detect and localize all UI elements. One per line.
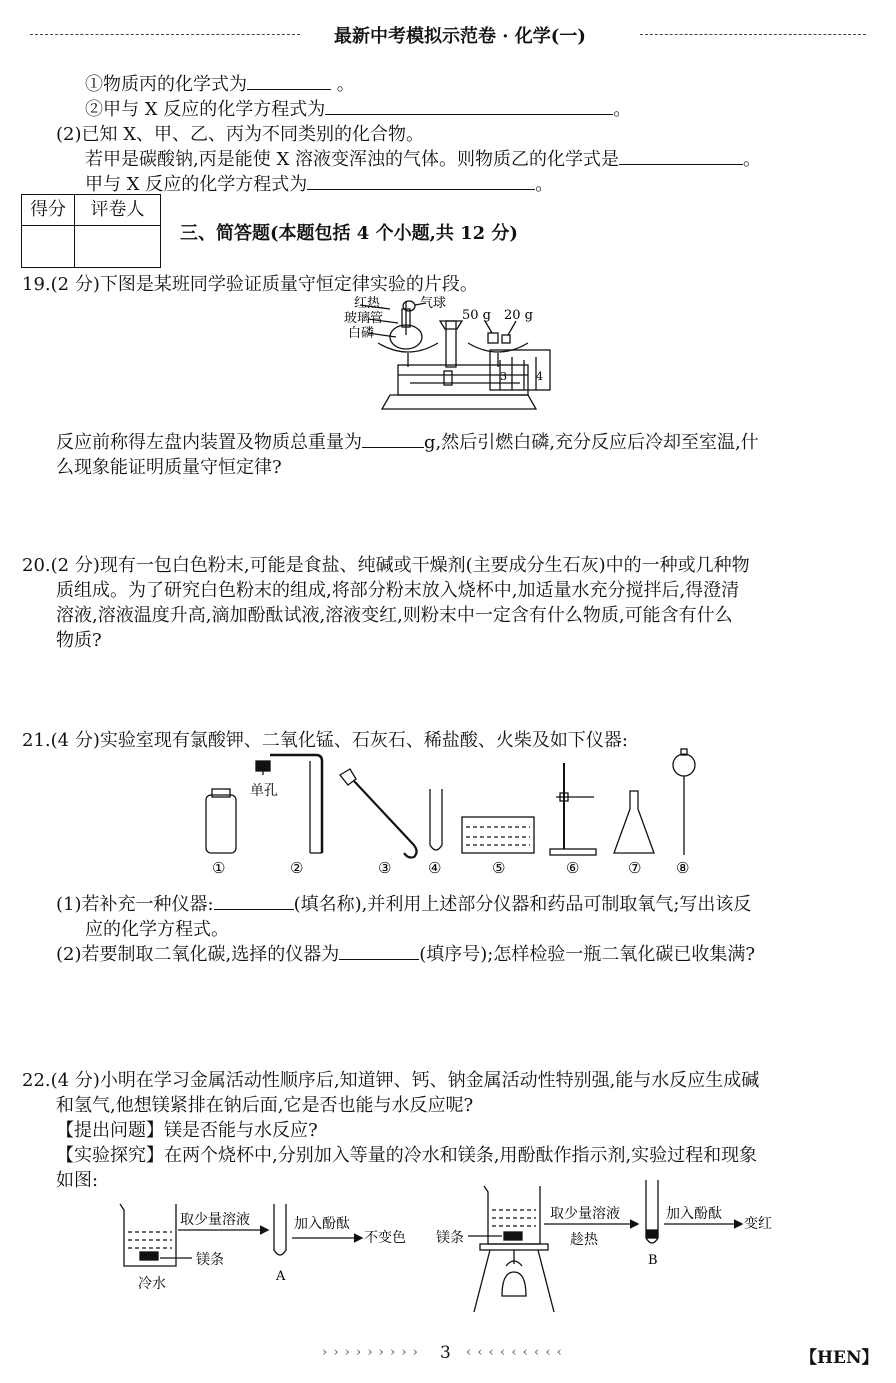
score-box — [21, 194, 161, 268]
label-take-solution-b: 取少量溶液 — [550, 1206, 620, 1222]
q19-line1 — [56, 428, 759, 454]
grader-label: 评卷人 — [75, 195, 160, 226]
balance-figure — [340, 295, 560, 415]
q21-p2-text: (2)若要制取二氧化碳,选择的仪器为 — [56, 944, 340, 965]
gas-bottle — [206, 795, 236, 853]
q20-line2: 质组成。为了研究白色粉末的组成,将部分粉末放入烧杯中,加适量水充分搅拌后,得澄清 — [56, 580, 740, 601]
page-footer — [0, 1343, 896, 1368]
label-balloon: 气球 — [420, 296, 447, 311]
q21-stem: 21.(4 分)实验室现有氯酸钾、二氧化锰、石灰石、稀盐酸、火柴及如下仪器: — [22, 730, 628, 751]
answer-blank[interactable] — [619, 148, 743, 165]
balance-base — [382, 395, 536, 409]
q19-l1-rest: g,然后引燃白磷,充分反应后冷却至室温,什 — [424, 432, 759, 453]
label-magnesium-a: 镁条 — [196, 1252, 224, 1268]
q18-l4-text: 若甲是碳酸钠,丙是能使 X 溶液变浑浊的气体。则物质乙的化学式是 — [85, 149, 619, 170]
num-3: ③ — [378, 859, 392, 877]
num-5: ⑤ — [492, 859, 506, 877]
header-rule-left — [30, 34, 300, 35]
num-4: ④ — [428, 859, 442, 877]
q18-line4 — [85, 145, 761, 171]
num-2: ② — [290, 859, 304, 877]
q22-experiment: 【实验探究】在两个烧杯中,分别加入等量的冷水和镁条,用酚酞作指示剂,实验过程和现象 — [56, 1145, 758, 1166]
apparatus-figure — [190, 745, 710, 880]
label-glass-tube: 玻璃管 — [344, 311, 384, 326]
q21-part2 — [56, 940, 755, 966]
weight-20g — [502, 335, 510, 343]
label-no-change: 不变色 — [364, 1230, 406, 1246]
water-trough — [462, 817, 534, 853]
label-magnesium-b: 镁条 — [436, 1230, 464, 1246]
q19-stem: 19.(2 分)下图是某班同学验证质量守恒定律实验的片段。 — [22, 274, 478, 295]
footer-arrows-right: ‹ ‹ ‹ ‹ ‹ ‹ ‹ ‹ ‹ — [466, 1345, 563, 1360]
weight-50g — [488, 333, 498, 343]
q18-l5-end: 。 — [535, 174, 554, 195]
test-tube — [430, 789, 442, 850]
q21-p1-rest: (填名称),并利用上述部分仪器和药品可制取氧气;写出该反 — [293, 894, 752, 915]
q22-line1: 22.(4 分)小明在学习金属活动性顺序后,知道钾、钙、钠金属活动性特别强,能与水反应生成碱 — [22, 1070, 760, 1091]
ruler-tick-4: 4 — [536, 370, 543, 383]
score-label: 得分 — [22, 195, 75, 226]
q18-l1-end: 。 — [336, 74, 355, 95]
separatory-funnel — [673, 754, 695, 776]
q18-line3: (2)已知 X、甲、乙、丙为不同类别的化合物。 — [56, 124, 425, 145]
q19-l1-text: 反应前称得左盘内装置及物质总重量为 — [56, 432, 362, 453]
q22-line2: 和氢气,他想镁紧排在钠后面,它是否也能与水反应呢? — [56, 1095, 474, 1116]
q18-line5 — [85, 170, 553, 196]
test-tube-a — [274, 1204, 286, 1255]
label-50g: 50 g — [462, 308, 491, 323]
q21-part1-line1 — [56, 890, 751, 916]
left-pan — [378, 343, 438, 352]
rubber-stopper-3 — [340, 769, 356, 785]
num-6: ⑥ — [566, 859, 580, 877]
label-red-hot: 红热 — [354, 296, 381, 311]
q18-l5-text: 甲与 X 反应的化学方程式为 — [85, 174, 308, 195]
long-tube — [270, 755, 322, 853]
num-7: ⑦ — [628, 859, 642, 877]
gauze — [480, 1244, 548, 1250]
q22-line5: 如图: — [56, 1170, 99, 1191]
label-tube-b: B — [648, 1253, 658, 1268]
q20-line3: 溶液,溶液温度升高,滴加酚酞试液,溶液变红,则粉末中一定含有什么物质,可能含有什么 — [56, 605, 733, 626]
q21-p1-text: (1)若补充一种仪器: — [56, 894, 214, 915]
section-title: 三、简答题(本题包括 4 个小题,共 12 分) — [180, 223, 518, 244]
num-8: ⑧ — [676, 859, 690, 877]
q21-p2-rest: (填序号);怎样检验一瓶二氧化碳已收集满? — [419, 944, 755, 965]
label-single-hole: 单孔 — [250, 783, 278, 799]
footer-arrows-left: › › › › › › › › › — [322, 1345, 419, 1360]
q18-l2-text: ②甲与 X 反应的化学方程式为 — [85, 99, 326, 120]
bent-tube — [354, 781, 417, 858]
label-add-phenolphthalein-a: 加入酚酞 — [294, 1216, 350, 1232]
q18-l1-text: ①物质丙的化学式为 — [85, 74, 247, 95]
q21-part1-line2: 应的化学方程式。 — [85, 919, 229, 940]
answer-blank[interactable] — [339, 943, 419, 960]
label-20g: 20 g — [504, 308, 533, 323]
answer-blank[interactable] — [214, 893, 294, 910]
answer-blank[interactable] — [247, 73, 331, 90]
q20-line1: 20.(2 分)现有一包白色粉末,可能是食盐、纯碱或干燥剂(主要成分生石灰)中的一种或几种物 — [22, 555, 750, 576]
score-cell[interactable] — [22, 226, 75, 267]
single-hole-stopper — [256, 761, 270, 771]
q18-l2-end: 。 — [613, 99, 632, 120]
q19-line2: 么现象能证明质量守恒定律? — [56, 457, 282, 478]
q20-line4: 物质? — [56, 630, 102, 651]
header-rule-right — [640, 34, 866, 35]
q18-l4-end: 。 — [742, 149, 761, 170]
answer-blank[interactable] — [362, 431, 424, 448]
page-header — [30, 22, 866, 46]
label-take-solution-a: 取少量溶液 — [180, 1212, 250, 1228]
label-turns-red: 变红 — [744, 1216, 772, 1232]
label-add-phenolphthalein-b: 加入酚酞 — [666, 1206, 722, 1222]
page-number: 3 — [440, 1343, 451, 1363]
label-cold-water: 冷水 — [138, 1276, 166, 1292]
q18-line2 — [85, 95, 631, 121]
label-tube-a: A — [276, 1269, 286, 1284]
header-title: 最新中考模拟示范卷 · 化学(一) — [330, 22, 590, 48]
conical-flask — [614, 791, 654, 853]
magnesium-strip-a — [140, 1252, 158, 1260]
label-white-phosphorus: 白磷 — [348, 326, 375, 341]
pillar — [446, 321, 456, 367]
num-1: ① — [212, 859, 226, 877]
alcohol-lamp — [502, 1272, 526, 1296]
ruler-tick-3: 3 — [500, 370, 507, 383]
magnesium-experiment-figure — [110, 1180, 790, 1320]
q18-line1 — [85, 70, 355, 96]
magnesium-strip-b — [504, 1232, 522, 1240]
answer-blank[interactable] — [307, 173, 535, 190]
label-while-hot: 趁热 — [570, 1232, 598, 1248]
q22-question: 【提出问题】镁是否能与水反应? — [56, 1120, 318, 1141]
footer-code: 【HEN】 — [800, 1348, 879, 1368]
answer-blank[interactable] — [325, 98, 613, 115]
